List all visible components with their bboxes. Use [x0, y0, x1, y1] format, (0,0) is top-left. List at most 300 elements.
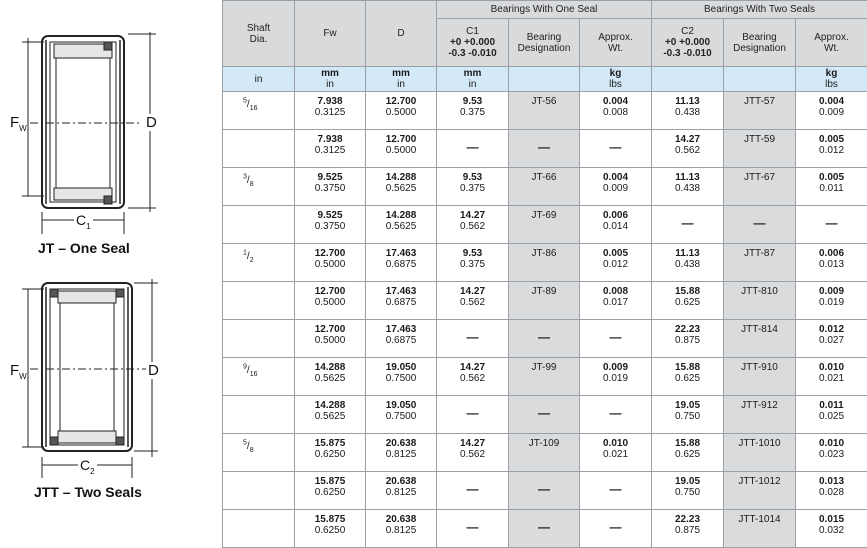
table-row — [223, 92, 867, 130]
fw-cell — [295, 130, 366, 168]
wt2-secondary: 0.025 — [796, 411, 867, 422]
designation-one: JT-56 — [531, 96, 556, 107]
fw-cell — [295, 320, 366, 358]
designation-one-cell — [509, 472, 580, 510]
designation-two-cell — [724, 396, 796, 434]
designation-one: JT-89 — [531, 286, 556, 297]
wt2-secondary: 0.027 — [796, 335, 867, 346]
weight-two-cell — [796, 358, 867, 396]
fw-cell — [295, 206, 366, 244]
c2-header: C2 +0 +0.000 -0.3 -0.010 — [652, 19, 724, 67]
fw-cell — [295, 358, 366, 396]
wt2-primary: 0.009 — [796, 286, 867, 297]
designation-two: JTT-814 — [741, 324, 778, 335]
shaft-dia-cell — [223, 396, 295, 434]
c2-secondary: 0.875 — [652, 525, 723, 536]
table-body — [223, 92, 867, 548]
designation-two: JTT-57 — [744, 96, 775, 107]
d-secondary: 0.5000 — [366, 107, 436, 118]
c2-secondary: 0.625 — [652, 449, 723, 460]
wt2-primary: 0.010 — [796, 362, 867, 373]
d-primary: 20.638 — [366, 514, 436, 525]
d-secondary: 0.7500 — [366, 373, 436, 384]
c2-primary: 11.13 — [652, 172, 723, 183]
fw-secondary: 0.3750 — [295, 183, 365, 194]
designation-two: JTT-810 — [741, 286, 778, 297]
empty-dash: — — [437, 142, 508, 153]
d-cell — [366, 244, 437, 282]
fw-primary: 9.525 — [295, 172, 365, 183]
c1-cell — [437, 168, 509, 206]
c1-primary: 9.53 — [437, 172, 508, 183]
c2-dimension-label: $C_2$ — [78, 457, 97, 476]
fw-primary: 15.875 — [295, 514, 365, 525]
empty-dash: — — [580, 522, 651, 533]
wt2-primary: 0.015 — [796, 514, 867, 525]
wt1-primary: 0.008 — [580, 286, 651, 297]
d-secondary: 0.6875 — [366, 335, 436, 346]
wt1-primary: 0.010 — [580, 438, 651, 449]
c2-cell — [652, 206, 724, 244]
d-dimension-label-bottom: D — [148, 362, 159, 379]
wt2-secondary: 0.021 — [796, 373, 867, 384]
c2-cell — [652, 396, 724, 434]
wt2-primary: 0.005 — [796, 172, 867, 183]
weight-one-cell — [580, 206, 652, 244]
wt2-secondary: 0.028 — [796, 487, 867, 498]
shaft-dia-cell — [223, 358, 295, 396]
weight-one-cell — [580, 358, 652, 396]
shaft-dia-cell — [223, 92, 295, 130]
fw-primary: 12.700 — [295, 324, 365, 335]
c2-primary: 11.13 — [652, 96, 723, 107]
wt2-primary: 0.012 — [796, 324, 867, 335]
d-primary: 14.288 — [366, 172, 436, 183]
c2-secondary: 0.750 — [652, 487, 723, 498]
wt2-primary: 0.011 — [796, 400, 867, 411]
weight-one-cell — [580, 168, 652, 206]
c1-secondary: 0.375 — [437, 259, 508, 270]
weight-one-cell — [580, 396, 652, 434]
c1-cell — [437, 206, 509, 244]
wt1-primary: 0.004 — [580, 172, 651, 183]
empty-dash: — — [652, 218, 723, 229]
weight-two-cell — [796, 282, 867, 320]
c1-primary: 14.27 — [437, 286, 508, 297]
bearing-cross-section-drawings — [0, 0, 222, 517]
designation-one: JT-86 — [531, 248, 556, 259]
designation-two-cell — [724, 244, 796, 282]
d-secondary: 0.6875 — [366, 297, 436, 308]
designation-two-cell — [724, 92, 796, 130]
c2-cell — [652, 92, 724, 130]
d-primary: 19.050 — [366, 400, 436, 411]
c2-cell — [652, 510, 724, 548]
weight-one-cell — [580, 320, 652, 358]
d-secondary: 0.7500 — [366, 411, 436, 422]
units-des1 — [509, 67, 580, 92]
d-primary: 20.638 — [366, 438, 436, 449]
designation-one-cell — [509, 510, 580, 548]
weight-two-cell — [796, 320, 867, 358]
table-row — [223, 434, 867, 472]
shaft-fraction: $^3/_8$ — [243, 175, 254, 186]
designation-one: JT-99 — [531, 362, 556, 373]
shaft-dia-header: Shaft Dia. — [223, 1, 295, 67]
units-c1: mm in — [437, 67, 509, 92]
designation-one-cell — [509, 396, 580, 434]
wt1-secondary: 0.014 — [580, 221, 651, 232]
empty-dash: — — [509, 408, 579, 419]
fw-primary: 15.875 — [295, 476, 365, 487]
one-seal-group-header: Bearings With One Seal — [437, 1, 652, 19]
weight-one-cell — [580, 472, 652, 510]
d-primary: 17.463 — [366, 286, 436, 297]
designation-two: JTT-1014 — [738, 514, 780, 525]
c1-cell — [437, 434, 509, 472]
fw-secondary: 0.5625 — [295, 373, 365, 384]
c2-primary: 15.88 — [652, 286, 723, 297]
empty-dash: — — [724, 218, 795, 229]
wt2-primary: 0.010 — [796, 438, 867, 449]
fw-cell — [295, 510, 366, 548]
shaft-dia-cell — [223, 244, 295, 282]
c2-secondary: 0.562 — [652, 145, 723, 156]
c2-cell — [652, 282, 724, 320]
table-row — [223, 206, 867, 244]
wt2-secondary: 0.032 — [796, 525, 867, 536]
designation-two: JTT-912 — [741, 400, 778, 411]
weight-header-one: Approx. Wt. — [580, 19, 652, 67]
weight-two-cell — [796, 472, 867, 510]
d-dimension-label-top: D — [146, 114, 157, 131]
wt1-primary: 0.009 — [580, 362, 651, 373]
designation-one-cell — [509, 206, 580, 244]
designation-two-cell — [724, 130, 796, 168]
fw-primary: 14.288 — [295, 362, 365, 373]
c1-secondary: 0.375 — [437, 107, 508, 118]
designation-two: JTT-87 — [744, 248, 775, 259]
designation-two-cell — [724, 472, 796, 510]
table-row — [223, 282, 867, 320]
wt1-primary: 0.006 — [580, 210, 651, 221]
empty-dash: — — [437, 484, 508, 495]
d-cell — [366, 434, 437, 472]
c1-cell — [437, 320, 509, 358]
d-cell — [366, 92, 437, 130]
fw-secondary: 0.5000 — [295, 259, 365, 270]
c2-primary: 14.27 — [652, 134, 723, 145]
fw-cell — [295, 396, 366, 434]
d-cell — [366, 282, 437, 320]
d-primary: 12.700 — [366, 96, 436, 107]
fw-primary: 12.700 — [295, 248, 365, 259]
units-wt1: kg lbs — [580, 67, 652, 92]
table-row — [223, 396, 867, 434]
c2-cell — [652, 472, 724, 510]
table-row — [223, 510, 867, 548]
two-seals-group-header: Bearings With Two Seals — [652, 1, 867, 19]
d-primary: 17.463 — [366, 248, 436, 259]
wt2-secondary: 0.009 — [796, 107, 867, 118]
units-row — [223, 67, 867, 92]
empty-dash: — — [580, 408, 651, 419]
d-primary: 17.463 — [366, 324, 436, 335]
designation-one-cell — [509, 434, 580, 472]
fw-secondary: 0.6250 — [295, 525, 365, 536]
wt1-secondary: 0.009 — [580, 183, 651, 194]
wt1-secondary: 0.012 — [580, 259, 651, 270]
d-header: D — [366, 1, 437, 67]
d-cell — [366, 168, 437, 206]
table-row — [223, 244, 867, 282]
c2-primary: 22.23 — [652, 514, 723, 525]
c1-cell — [437, 510, 509, 548]
weight-two-cell — [796, 244, 867, 282]
designation-one: JT-69 — [531, 210, 556, 221]
c2-primary: 11.13 — [652, 248, 723, 259]
wt2-primary: 0.005 — [796, 134, 867, 145]
c2-primary: 19.05 — [652, 400, 723, 411]
designation-two: JTT-1012 — [738, 476, 780, 487]
d-secondary: 0.5625 — [366, 221, 436, 232]
fw-secondary: 0.5625 — [295, 411, 365, 422]
d-secondary: 0.5625 — [366, 183, 436, 194]
fw-cell — [295, 244, 366, 282]
wt1-primary: 0.005 — [580, 248, 651, 259]
d-primary: 14.288 — [366, 210, 436, 221]
d-cell — [366, 472, 437, 510]
empty-dash: — — [580, 142, 651, 153]
c2-cell — [652, 358, 724, 396]
table-row — [223, 130, 867, 168]
weight-two-cell — [796, 92, 867, 130]
c1-secondary: 0.562 — [437, 449, 508, 460]
d-primary: 19.050 — [366, 362, 436, 373]
c2-secondary: 0.438 — [652, 107, 723, 118]
weight-one-cell — [580, 130, 652, 168]
empty-dash: — — [580, 332, 651, 343]
fw-primary: 12.700 — [295, 286, 365, 297]
weight-two-cell — [796, 396, 867, 434]
shaft-dia-cell — [223, 472, 295, 510]
designation-one-cell — [509, 282, 580, 320]
units-fw: mm in — [295, 67, 366, 92]
wt2-secondary: 0.013 — [796, 259, 867, 270]
wt1-secondary: 0.017 — [580, 297, 651, 308]
units-shaft: in — [223, 67, 295, 92]
c2-cell — [652, 130, 724, 168]
wt1-secondary: 0.008 — [580, 107, 651, 118]
designation-two-cell — [724, 434, 796, 472]
empty-dash: — — [437, 408, 508, 419]
fw-secondary: 0.3125 — [295, 145, 365, 156]
fw-primary: 14.288 — [295, 400, 365, 411]
c1-primary: 9.53 — [437, 96, 508, 107]
bearing-specs-table — [222, 0, 867, 517]
c1-secondary: 0.562 — [437, 221, 508, 232]
c2-secondary: 0.875 — [652, 335, 723, 346]
designation-one: JT-109 — [529, 438, 560, 449]
d-secondary: 0.8125 — [366, 487, 436, 498]
empty-dash: — — [437, 332, 508, 343]
c2-primary: 15.88 — [652, 438, 723, 449]
c2-cell — [652, 244, 724, 282]
shaft-dia-cell — [223, 130, 295, 168]
c1-cell — [437, 244, 509, 282]
weight-two-cell — [796, 510, 867, 548]
c2-primary: 22.23 — [652, 324, 723, 335]
shaft-fraction: $^5/_{16}$ — [243, 99, 257, 110]
c2-cell — [652, 434, 724, 472]
units-c2 — [652, 67, 724, 92]
bearing-diagrams — [0, 0, 222, 517]
designation-two: JTT-1010 — [738, 438, 780, 449]
weight-two-cell — [796, 168, 867, 206]
table-row — [223, 320, 867, 358]
c2-secondary: 0.625 — [652, 297, 723, 308]
weight-one-cell — [580, 282, 652, 320]
designation-one-cell — [509, 130, 580, 168]
designation-one-cell — [509, 168, 580, 206]
c1-primary: 9.53 — [437, 248, 508, 259]
shaft-dia-cell — [223, 510, 295, 548]
fw-secondary: 0.5000 — [295, 297, 365, 308]
wt2-primary: 0.004 — [796, 96, 867, 107]
weight-two-cell — [796, 206, 867, 244]
designation-one-cell — [509, 244, 580, 282]
weight-one-cell — [580, 434, 652, 472]
fw-primary: 15.875 — [295, 438, 365, 449]
wt2-secondary: 0.012 — [796, 145, 867, 156]
c1-cell — [437, 130, 509, 168]
shaft-dia-cell — [223, 282, 295, 320]
wt2-primary: 0.013 — [796, 476, 867, 487]
fw-primary: 9.525 — [295, 210, 365, 221]
wt1-secondary: 0.019 — [580, 373, 651, 384]
d-cell — [366, 130, 437, 168]
wt1-primary: 0.004 — [580, 96, 651, 107]
c1-cell — [437, 396, 509, 434]
c1-primary: 14.27 — [437, 438, 508, 449]
d-secondary: 0.8125 — [366, 449, 436, 460]
fw-cell — [295, 472, 366, 510]
d-cell — [366, 206, 437, 244]
empty-dash: — — [509, 484, 579, 495]
units-wt2: kg lbs — [796, 67, 867, 92]
table-header — [223, 1, 867, 92]
c1-cell — [437, 282, 509, 320]
jtt-caption: JTT – Two Seals — [34, 484, 142, 500]
shaft-fraction: $^5/_8$ — [243, 441, 254, 452]
c1-primary: 14.27 — [437, 210, 508, 221]
empty-dash: — — [509, 332, 579, 343]
jt-caption: JT – One Seal — [38, 240, 130, 256]
shaft-dia-cell — [223, 434, 295, 472]
designation-one-cell — [509, 320, 580, 358]
weight-one-cell — [580, 510, 652, 548]
empty-dash: — — [796, 218, 867, 229]
table-row — [223, 472, 867, 510]
fw-cell — [295, 282, 366, 320]
fw-primary: 7.938 — [295, 96, 365, 107]
c1-dimension-label: $C_1$ — [74, 212, 93, 231]
fw-dimension-label-bottom: $F_W$ — [10, 362, 27, 381]
shaft-dia-cell — [223, 320, 295, 358]
d-primary: 12.700 — [366, 134, 436, 145]
designation-two: JTT-59 — [744, 134, 775, 145]
fw-secondary: 0.6250 — [295, 449, 365, 460]
c1-cell — [437, 358, 509, 396]
fw-cell — [295, 168, 366, 206]
d-cell — [366, 510, 437, 548]
c1-secondary: 0.562 — [437, 373, 508, 384]
c2-secondary: 0.438 — [652, 259, 723, 270]
c2-secondary: 0.625 — [652, 373, 723, 384]
jt-drawing — [22, 32, 156, 234]
c2-cell — [652, 320, 724, 358]
c1-header: C1 +0 +0.000 -0.3 -0.010 — [437, 19, 509, 67]
c2-secondary: 0.750 — [652, 411, 723, 422]
shaft-dia-cell — [223, 206, 295, 244]
designation-one: JT-66 — [531, 172, 556, 183]
c1-secondary: 0.375 — [437, 183, 508, 194]
fw-cell — [295, 434, 366, 472]
c2-primary: 19.05 — [652, 476, 723, 487]
fw-secondary: 0.3750 — [295, 221, 365, 232]
fw-secondary: 0.3125 — [295, 107, 365, 118]
weight-one-cell — [580, 92, 652, 130]
designation-two-cell — [724, 510, 796, 548]
table-row — [223, 358, 867, 396]
wt2-secondary: 0.019 — [796, 297, 867, 308]
c1-cell — [437, 92, 509, 130]
fw-secondary: 0.6250 — [295, 487, 365, 498]
shaft-fraction: $^9/_{16}$ — [243, 365, 257, 376]
fw-dimension-label-top: $F_W$ — [10, 114, 27, 133]
c2-cell — [652, 168, 724, 206]
d-cell — [366, 358, 437, 396]
c2-secondary: 0.438 — [652, 183, 723, 194]
designation-header-one: Bearing Designation — [509, 19, 580, 67]
wt2-primary: 0.006 — [796, 248, 867, 259]
designation-two: JTT-910 — [741, 362, 778, 373]
empty-dash: — — [509, 522, 579, 533]
designation-one-cell — [509, 92, 580, 130]
c1-cell — [437, 472, 509, 510]
designation-header-two: Bearing Designation — [724, 19, 796, 67]
d-cell — [366, 396, 437, 434]
weight-two-cell — [796, 130, 867, 168]
units-des2 — [724, 67, 796, 92]
d-secondary: 0.8125 — [366, 525, 436, 536]
empty-dash: — — [509, 142, 579, 153]
units-d: mm in — [366, 67, 437, 92]
c2-primary: 15.88 — [652, 362, 723, 373]
designation-two-cell — [724, 282, 796, 320]
fw-header: Fw — [295, 1, 366, 67]
fw-cell — [295, 92, 366, 130]
d-secondary: 0.5000 — [366, 145, 436, 156]
shaft-fraction: $^1/_2$ — [243, 251, 254, 262]
empty-dash: — — [580, 484, 651, 495]
designation-one-cell — [509, 358, 580, 396]
wt2-secondary: 0.011 — [796, 183, 867, 194]
table-row — [223, 168, 867, 206]
d-cell — [366, 320, 437, 358]
weight-one-cell — [580, 244, 652, 282]
jtt-drawing — [22, 279, 158, 478]
